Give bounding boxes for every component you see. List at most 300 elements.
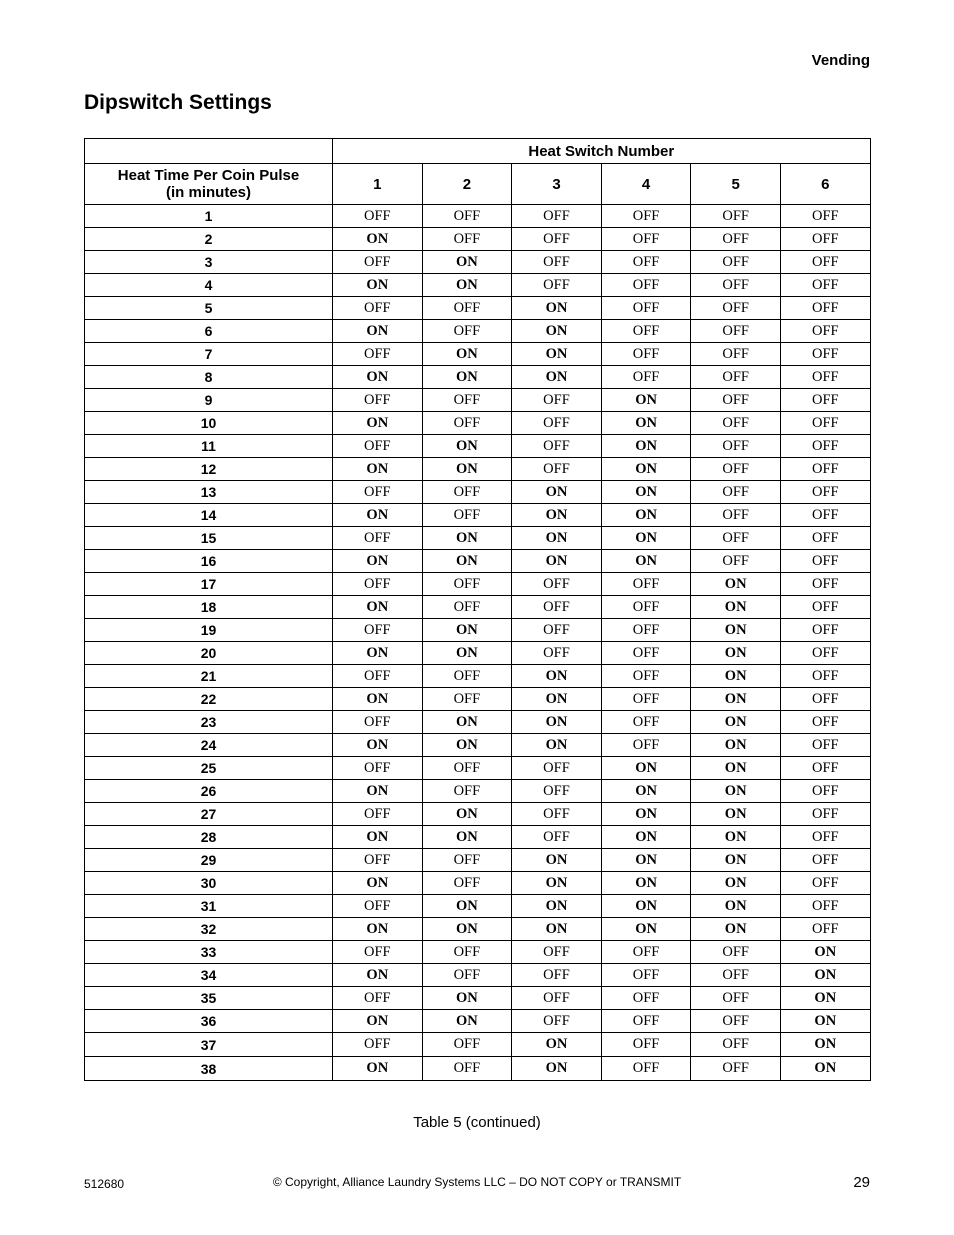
table-row (85, 987, 871, 1010)
switch-state-cell: OFF (333, 987, 423, 1010)
table-row (85, 205, 871, 228)
heat-time-minutes-cell: 15 (85, 527, 333, 550)
table-row (85, 895, 871, 918)
switch-state-cell: OFF (601, 596, 691, 619)
switch-state-cell: OFF (780, 757, 870, 780)
heat-time-minutes-cell: 27 (85, 803, 333, 826)
heat-time-minutes-cell: 34 (85, 964, 333, 987)
switch-state-cell: OFF (780, 849, 870, 872)
switch-number-header: 1 (333, 164, 423, 205)
switch-state-cell: OFF (780, 596, 870, 619)
switch-state-cell: OFF (780, 274, 870, 297)
switch-state-cell: OFF (601, 1057, 691, 1081)
switch-state-cell: ON (780, 964, 870, 987)
table-row (85, 320, 871, 343)
heat-time-minutes-cell: 10 (85, 412, 333, 435)
switch-state-cell: ON (601, 780, 691, 803)
heat-time-minutes-cell: 33 (85, 941, 333, 964)
switch-state-cell: ON (422, 1010, 512, 1033)
switch-state-cell: OFF (601, 205, 691, 228)
switch-state-cell: ON (780, 941, 870, 964)
switch-number-header: 3 (512, 164, 602, 205)
table-row (85, 412, 871, 435)
switch-state-cell: OFF (422, 688, 512, 711)
page-title: Dipswitch Settings (84, 91, 272, 114)
doc-number: 512680 (84, 1177, 125, 1191)
switch-state-cell: ON (601, 435, 691, 458)
switch-state-cell: ON (691, 849, 781, 872)
switch-state-cell: OFF (780, 205, 870, 228)
switch-state-cell: ON (333, 688, 423, 711)
switch-state-cell: ON (422, 458, 512, 481)
switch-state-cell: OFF (601, 297, 691, 320)
table-row (85, 849, 871, 872)
table-row (85, 297, 871, 320)
switch-state-cell: ON (691, 826, 781, 849)
table-row (85, 642, 871, 665)
heat-time-minutes-cell: 21 (85, 665, 333, 688)
table-group-header-row (85, 139, 871, 164)
switch-state-cell: ON (422, 895, 512, 918)
table-row (85, 780, 871, 803)
switch-state-cell: OFF (780, 573, 870, 596)
switch-state-cell: OFF (691, 366, 781, 389)
switch-state-cell: ON (333, 366, 423, 389)
switch-state-cell: OFF (780, 343, 870, 366)
table-row (85, 826, 871, 849)
switch-state-cell: OFF (780, 918, 870, 941)
heat-time-minutes-cell: 6 (85, 320, 333, 343)
switch-state-cell: ON (691, 711, 781, 734)
switch-state-cell: OFF (422, 389, 512, 412)
switch-state-cell: ON (333, 596, 423, 619)
switch-state-cell: OFF (691, 458, 781, 481)
switch-state-cell: OFF (601, 688, 691, 711)
switch-state-cell: ON (333, 458, 423, 481)
switch-state-cell: OFF (512, 389, 602, 412)
switch-state-cell: ON (333, 964, 423, 987)
switch-state-cell: OFF (422, 573, 512, 596)
heat-time-minutes-cell: 7 (85, 343, 333, 366)
switch-state-cell: ON (512, 550, 602, 573)
switch-state-cell: OFF (691, 228, 781, 251)
switch-state-cell: OFF (512, 596, 602, 619)
switch-state-cell: OFF (780, 688, 870, 711)
switch-state-cell: OFF (780, 320, 870, 343)
switch-state-cell: OFF (691, 412, 781, 435)
switch-state-cell: ON (601, 849, 691, 872)
heat-time-minutes-cell: 16 (85, 550, 333, 573)
table-row (85, 366, 871, 389)
table-row (85, 941, 871, 964)
switch-state-cell: OFF (780, 642, 870, 665)
switch-state-cell: ON (691, 573, 781, 596)
switch-state-cell: OFF (780, 527, 870, 550)
heat-time-minutes-cell: 38 (85, 1057, 333, 1081)
heat-time-minutes-cell: 13 (85, 481, 333, 504)
page-number: 29 (853, 1174, 870, 1191)
switch-state-cell: ON (691, 780, 781, 803)
switch-state-cell: OFF (780, 711, 870, 734)
switch-state-cell: ON (333, 1057, 423, 1081)
switch-state-cell: ON (422, 803, 512, 826)
switch-state-cell: OFF (601, 642, 691, 665)
switch-state-cell: ON (512, 734, 602, 757)
switch-state-cell: OFF (601, 251, 691, 274)
switch-state-cell: OFF (601, 228, 691, 251)
switch-state-cell: OFF (512, 757, 602, 780)
switch-state-cell: ON (512, 366, 602, 389)
switch-state-cell: OFF (333, 389, 423, 412)
switch-state-cell: OFF (422, 849, 512, 872)
switch-state-cell: OFF (333, 573, 423, 596)
switch-state-cell: OFF (422, 504, 512, 527)
switch-state-cell: ON (512, 711, 602, 734)
heat-time-minutes-cell: 29 (85, 849, 333, 872)
switch-state-cell: ON (333, 320, 423, 343)
switch-state-cell: OFF (780, 803, 870, 826)
switch-state-cell: ON (512, 481, 602, 504)
heat-time-minutes-cell: 26 (85, 780, 333, 803)
switch-state-cell: OFF (780, 435, 870, 458)
switch-state-cell: OFF (691, 987, 781, 1010)
table-row (85, 734, 871, 757)
switch-state-cell: ON (422, 251, 512, 274)
table-row (85, 964, 871, 987)
switch-state-cell: OFF (780, 228, 870, 251)
switch-state-cell: ON (512, 849, 602, 872)
switch-state-cell: OFF (512, 251, 602, 274)
table-row (85, 596, 871, 619)
switch-state-cell: OFF (601, 274, 691, 297)
switch-state-cell: ON (780, 1010, 870, 1033)
switch-state-cell: ON (512, 297, 602, 320)
switch-state-cell: OFF (422, 964, 512, 987)
switch-state-cell: ON (691, 734, 781, 757)
switch-state-cell: OFF (422, 297, 512, 320)
heat-time-minutes-cell: 36 (85, 1010, 333, 1033)
switch-state-cell: OFF (691, 297, 781, 320)
heat-time-minutes-cell: 23 (85, 711, 333, 734)
switch-state-cell: ON (333, 872, 423, 895)
switch-state-cell: ON (512, 918, 602, 941)
switch-state-cell: OFF (780, 780, 870, 803)
switch-state-cell: OFF (333, 619, 423, 642)
switch-state-cell: ON (601, 803, 691, 826)
heat-switch-number-header: Heat Switch Number (333, 139, 871, 164)
table-row (85, 665, 871, 688)
switch-state-cell: ON (691, 665, 781, 688)
switch-state-cell: ON (422, 734, 512, 757)
heat-time-minutes-cell: 31 (85, 895, 333, 918)
switch-state-cell: OFF (601, 711, 691, 734)
heat-time-header: Heat Time Per Coin Pulse (in minutes) (85, 164, 333, 205)
heat-time-minutes-cell: 17 (85, 573, 333, 596)
switch-state-cell: OFF (691, 550, 781, 573)
switch-state-cell: ON (601, 872, 691, 895)
switch-state-cell: ON (333, 1010, 423, 1033)
switch-number-header: 2 (422, 164, 512, 205)
switch-state-cell: OFF (691, 251, 781, 274)
heat-time-minutes-cell: 20 (85, 642, 333, 665)
switch-state-cell: OFF (333, 849, 423, 872)
switch-state-cell: OFF (512, 458, 602, 481)
switch-state-cell: OFF (512, 573, 602, 596)
switch-state-cell: OFF (691, 274, 781, 297)
heat-time-minutes-cell: 25 (85, 757, 333, 780)
switch-state-cell: OFF (422, 320, 512, 343)
switch-state-cell: ON (601, 826, 691, 849)
table-row (85, 918, 871, 941)
switch-state-cell: ON (691, 619, 781, 642)
switch-state-cell: OFF (422, 1033, 512, 1057)
switch-state-cell: OFF (691, 435, 781, 458)
switch-state-cell: OFF (780, 665, 870, 688)
switch-state-cell: ON (422, 343, 512, 366)
table-body (85, 205, 871, 1081)
switch-state-cell: ON (422, 987, 512, 1010)
heat-time-minutes-cell: 28 (85, 826, 333, 849)
switch-state-cell: OFF (780, 826, 870, 849)
switch-state-cell: OFF (780, 412, 870, 435)
switch-state-cell: ON (512, 320, 602, 343)
switch-state-cell: OFF (422, 205, 512, 228)
switch-state-cell: ON (333, 228, 423, 251)
switch-state-cell: ON (422, 619, 512, 642)
switch-state-cell: OFF (601, 1033, 691, 1057)
heat-time-minutes-cell: 3 (85, 251, 333, 274)
switch-state-cell: OFF (422, 665, 512, 688)
switch-state-cell: OFF (780, 734, 870, 757)
switch-state-cell: ON (333, 780, 423, 803)
switch-state-cell: OFF (601, 734, 691, 757)
table-row (85, 389, 871, 412)
switch-state-cell: ON (601, 389, 691, 412)
switch-state-cell: OFF (601, 343, 691, 366)
switch-number-header: 5 (691, 164, 781, 205)
switch-state-cell: OFF (780, 619, 870, 642)
switch-state-cell: ON (422, 711, 512, 734)
switch-state-cell: OFF (780, 504, 870, 527)
heat-time-minutes-cell: 5 (85, 297, 333, 320)
switch-state-cell: OFF (512, 412, 602, 435)
switch-state-cell: OFF (422, 481, 512, 504)
switch-state-cell: OFF (333, 251, 423, 274)
table-row (85, 1057, 871, 1081)
switch-state-cell: OFF (512, 987, 602, 1010)
switch-state-cell: OFF (333, 205, 423, 228)
switch-state-cell: OFF (691, 504, 781, 527)
switch-state-cell: OFF (333, 757, 423, 780)
switch-state-cell: OFF (691, 205, 781, 228)
switch-state-cell: OFF (601, 320, 691, 343)
heat-time-minutes-cell: 24 (85, 734, 333, 757)
switch-state-cell: ON (422, 826, 512, 849)
table-row (85, 1033, 871, 1057)
switch-state-cell: ON (512, 688, 602, 711)
switch-state-cell: ON (333, 642, 423, 665)
switch-state-cell: OFF (691, 964, 781, 987)
table-column-header-row (85, 164, 871, 205)
switch-state-cell: OFF (333, 1033, 423, 1057)
switch-state-cell: ON (333, 918, 423, 941)
switch-state-cell: OFF (512, 619, 602, 642)
heat-time-minutes-cell: 11 (85, 435, 333, 458)
switch-state-cell: OFF (691, 481, 781, 504)
switch-state-cell: ON (691, 688, 781, 711)
table-row (85, 619, 871, 642)
table-row (85, 573, 871, 596)
switch-state-cell: ON (780, 1057, 870, 1081)
heat-time-minutes-cell: 19 (85, 619, 333, 642)
heat-time-minutes-cell: 12 (85, 458, 333, 481)
switch-state-cell: ON (601, 895, 691, 918)
switch-state-cell: ON (601, 458, 691, 481)
switch-state-cell: OFF (512, 274, 602, 297)
switch-state-cell: ON (333, 734, 423, 757)
switch-state-cell: ON (333, 412, 423, 435)
switch-state-cell: OFF (691, 941, 781, 964)
switch-state-cell: OFF (780, 481, 870, 504)
heat-time-minutes-cell: 30 (85, 872, 333, 895)
section-header: Vending (811, 52, 870, 69)
switch-state-cell: ON (691, 872, 781, 895)
switch-state-cell: OFF (333, 665, 423, 688)
switch-state-cell: ON (333, 550, 423, 573)
switch-state-cell: ON (691, 596, 781, 619)
table-row (85, 550, 871, 573)
switch-state-cell: OFF (691, 527, 781, 550)
dipswitch-table (84, 138, 871, 1081)
switch-state-cell: OFF (691, 1010, 781, 1033)
switch-state-cell: OFF (512, 826, 602, 849)
heat-time-minutes-cell: 14 (85, 504, 333, 527)
table-caption: Table 5 (continued) (413, 1114, 541, 1131)
switch-state-cell: OFF (780, 297, 870, 320)
switch-state-cell: OFF (601, 619, 691, 642)
heat-time-minutes-cell: 2 (85, 228, 333, 251)
switch-state-cell: OFF (601, 665, 691, 688)
switch-state-cell: OFF (512, 228, 602, 251)
switch-state-cell: OFF (780, 389, 870, 412)
heat-time-minutes-cell: 22 (85, 688, 333, 711)
switch-state-cell: ON (512, 343, 602, 366)
switch-state-cell: ON (512, 527, 602, 550)
switch-state-cell: ON (422, 366, 512, 389)
switch-state-cell: ON (512, 665, 602, 688)
switch-state-cell: OFF (333, 941, 423, 964)
table-row (85, 527, 871, 550)
switch-state-cell: ON (512, 872, 602, 895)
switch-state-cell: OFF (780, 895, 870, 918)
switch-state-cell: OFF (512, 964, 602, 987)
switch-state-cell: OFF (512, 642, 602, 665)
heat-time-minutes-cell: 35 (85, 987, 333, 1010)
table-row (85, 481, 871, 504)
switch-state-cell: ON (512, 1033, 602, 1057)
switch-state-cell: OFF (601, 964, 691, 987)
heat-time-minutes-cell: 18 (85, 596, 333, 619)
switch-state-cell: OFF (601, 1010, 691, 1033)
table-row (85, 435, 871, 458)
table-row (85, 228, 871, 251)
table-row (85, 504, 871, 527)
switch-state-cell: ON (601, 918, 691, 941)
switch-state-cell: OFF (780, 366, 870, 389)
switch-state-cell: OFF (422, 412, 512, 435)
switch-state-cell: OFF (601, 987, 691, 1010)
switch-state-cell: OFF (512, 803, 602, 826)
table-row (85, 803, 871, 826)
switch-state-cell: OFF (422, 780, 512, 803)
switch-state-cell: OFF (512, 205, 602, 228)
table-row (85, 251, 871, 274)
table-row (85, 343, 871, 366)
switch-state-cell: ON (691, 918, 781, 941)
switch-state-cell: ON (601, 412, 691, 435)
switch-state-cell: ON (422, 918, 512, 941)
switch-state-cell: OFF (780, 872, 870, 895)
heat-time-minutes-cell: 9 (85, 389, 333, 412)
switch-state-cell: OFF (333, 343, 423, 366)
switch-state-cell: OFF (601, 366, 691, 389)
switch-state-cell: ON (601, 757, 691, 780)
switch-state-cell: OFF (691, 1057, 781, 1081)
table-row (85, 711, 871, 734)
switch-state-cell: OFF (780, 251, 870, 274)
switch-state-cell: ON (512, 1057, 602, 1081)
switch-state-cell: OFF (422, 757, 512, 780)
switch-state-cell: OFF (422, 872, 512, 895)
switch-state-cell: OFF (512, 941, 602, 964)
switch-number-header: 6 (780, 164, 870, 205)
switch-state-cell: OFF (780, 458, 870, 481)
switch-state-cell: ON (601, 504, 691, 527)
switch-state-cell: OFF (333, 435, 423, 458)
switch-state-cell: OFF (512, 435, 602, 458)
table-row (85, 1010, 871, 1033)
switch-state-cell: OFF (691, 389, 781, 412)
heat-time-minutes-cell: 4 (85, 274, 333, 297)
switch-state-cell: OFF (333, 481, 423, 504)
switch-number-header: 4 (601, 164, 691, 205)
switch-state-cell: ON (422, 435, 512, 458)
heat-time-minutes-cell: 37 (85, 1033, 333, 1057)
switch-state-cell: ON (691, 642, 781, 665)
switch-state-cell: OFF (691, 343, 781, 366)
switch-state-cell: ON (691, 757, 781, 780)
switch-state-cell: ON (512, 504, 602, 527)
switch-state-cell: ON (422, 550, 512, 573)
table-row (85, 757, 871, 780)
switch-state-cell: OFF (512, 1010, 602, 1033)
switch-state-cell: ON (422, 527, 512, 550)
switch-state-cell: ON (780, 987, 870, 1010)
switch-state-cell: ON (691, 803, 781, 826)
table-row (85, 274, 871, 297)
heat-time-minutes-cell: 8 (85, 366, 333, 389)
switch-state-cell: OFF (422, 941, 512, 964)
switch-state-cell: OFF (512, 780, 602, 803)
switch-state-cell: ON (601, 550, 691, 573)
switch-state-cell: ON (422, 642, 512, 665)
switch-state-cell: OFF (333, 895, 423, 918)
switch-state-cell: OFF (780, 550, 870, 573)
switch-state-cell: OFF (333, 527, 423, 550)
heat-time-minutes-cell: 1 (85, 205, 333, 228)
switch-state-cell: OFF (601, 573, 691, 596)
switch-state-cell: ON (601, 527, 691, 550)
